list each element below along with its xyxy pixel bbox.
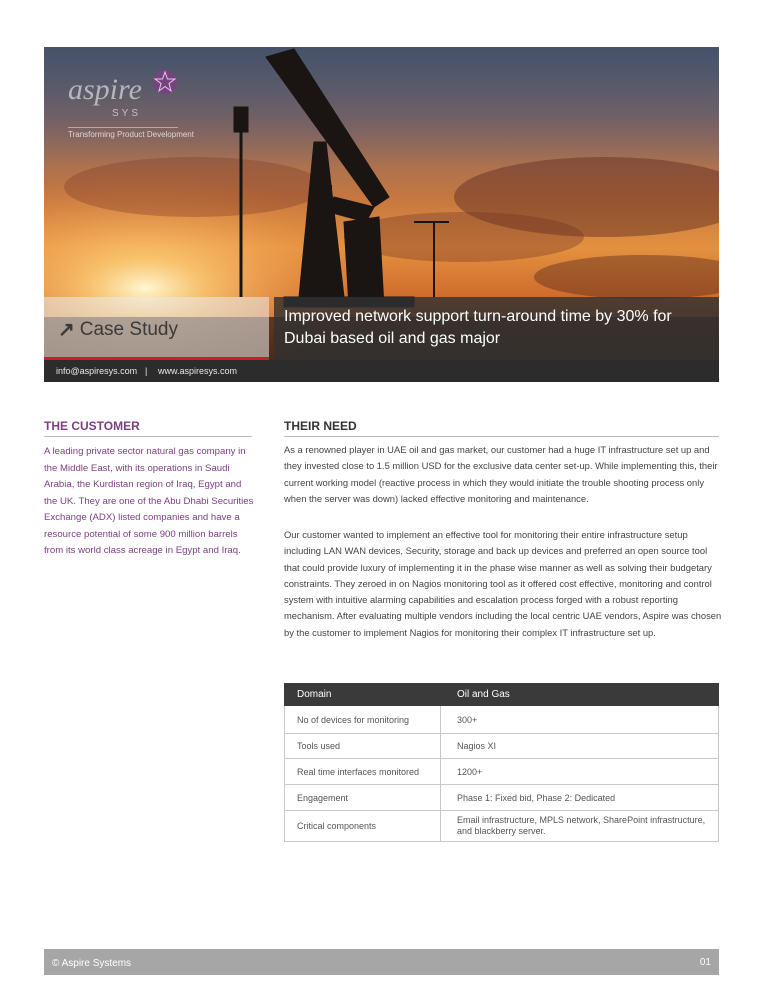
table-cell-value: 300+ xyxy=(441,706,719,734)
table-cell-value: Nagios XI xyxy=(441,734,719,759)
need-heading: THEIR NEED xyxy=(284,419,357,433)
contact-separator: | xyxy=(145,366,148,376)
website-link[interactable]: www.aspiresys.com xyxy=(158,366,238,376)
footer-copyright: © Aspire Systems xyxy=(52,958,132,969)
table-row xyxy=(285,759,719,785)
table-row xyxy=(285,811,719,842)
case-study-label xyxy=(58,317,178,342)
table-cell-key: Real time interfaces monitored xyxy=(285,759,441,785)
logo-wordmark: aspire xyxy=(68,73,142,106)
logo-tagline: Transforming Product Development xyxy=(68,130,194,139)
table-cell-value: Phase 1: Fixed bid, Phase 2: Dedicated xyxy=(441,785,719,811)
logo-sys: SYS xyxy=(112,108,142,119)
project-summary-table xyxy=(284,683,719,842)
hero-banner xyxy=(44,47,719,382)
aspire-logo xyxy=(68,69,218,144)
table-cell-value: 1200+ xyxy=(441,759,719,785)
table-header-row xyxy=(285,684,719,706)
table-cell-key: Critical components xyxy=(285,811,441,842)
table-row xyxy=(285,734,719,759)
need-paragraph-1: As a renowned player in UAE oil and gas market, our customer had a huge IT infrastructure set up and they invested close to 1.5 million USD for the exclusive data center set-up. While implementing this, their current working model (reactive process in which they would initiate the trouble shooting process only when the server was down) lacked effective monitoring and maintenance. xyxy=(284,444,718,504)
page-footer xyxy=(44,949,719,975)
logo-star-icon xyxy=(152,69,178,95)
need-divider xyxy=(284,436,719,437)
table-cell-key: No of devices for monitoring xyxy=(285,706,441,734)
customer-heading: THE CUSTOMER xyxy=(44,419,140,433)
need-paragraph-2: Our customer wanted to implement an effective tool for monitoring their entire infrastructure setup including LAN WAN devices, Security, storage and back up devices and preferred an open source tool that could provide luxury of implementing it in the phase wise manner as well as solving their budgetary constraints. They zeroed in on Nagios monitoring tool as it offered cost effective, monitoring and control system with intuitive alarming capabilities and escalation process forged with a robust reporting mechanism. After evaluating multiple vendors including the local centric UAE vendors, Aspire was chosen by the customer to implement Nagios for monitoring their complex IT infrastructure set up. xyxy=(284,529,722,638)
title-band xyxy=(274,297,719,360)
customer-description: A leading private sector natural gas company in the Middle East, with its operations in Saudi Arabia, the Kurdistan region of Iraq, Egypt and the UK. They are one of the Abu Dhabi Securities Exchange (ADX) listed companies and have a resource potential of some 900 million barrels from its world class acreage in Egypt and Iraq. xyxy=(44,446,254,556)
table-cell-key: Tools used xyxy=(285,734,441,759)
case-study-band xyxy=(44,297,269,357)
logo-divider xyxy=(68,127,178,128)
case-title: Improved network support turn-around time by 30% for Dubai based oil and gas major xyxy=(284,308,672,347)
customer-divider xyxy=(44,436,252,437)
case-study-text: Case Study xyxy=(79,318,178,340)
table-row xyxy=(285,785,719,811)
contact-bar xyxy=(44,360,719,382)
table-row xyxy=(285,706,719,734)
table-header-key: Domain xyxy=(285,684,441,706)
page-number: 01 xyxy=(699,957,711,968)
arrow-up-right-icon: ↗ xyxy=(58,319,75,341)
table-header-value: Oil and Gas xyxy=(441,684,719,706)
email-link[interactable]: info@aspiresys.com xyxy=(56,366,138,376)
table-cell-key: Engagement xyxy=(285,785,441,811)
table-cell-value: Email infrastructure, MPLS network, SharePoint infrastructure, and blackberry server. xyxy=(441,811,719,842)
